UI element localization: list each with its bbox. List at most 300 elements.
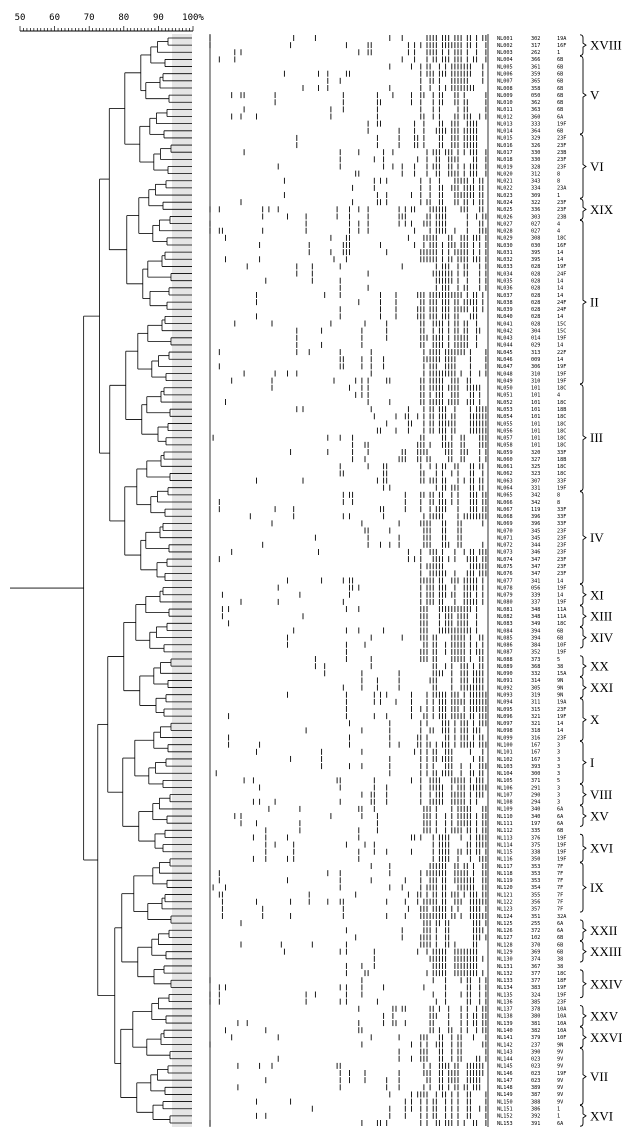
isolate-serotype: 18C	[557, 471, 567, 478]
isolate-id: NL125	[497, 920, 513, 927]
isolate-pattern: 388	[531, 1099, 541, 1106]
isolate-pattern: 393	[531, 763, 541, 770]
isolate-id: NL098	[497, 728, 513, 735]
isolate-serotype: 3	[557, 749, 561, 756]
pfge-band-lanes	[210, 34, 488, 1127]
isolate-serotype: 14	[557, 292, 564, 299]
isolate-pattern: 372	[531, 928, 541, 935]
isolate-serotype: 6B	[557, 64, 564, 71]
isolate-id: NL012	[497, 114, 513, 121]
isolate-id: NL053	[497, 406, 513, 413]
isolate-pattern: 312	[531, 171, 541, 178]
cluster-label: IX	[590, 879, 604, 895]
isolate-pattern: 028	[531, 314, 541, 321]
isolate-id: NL130	[497, 956, 513, 963]
isolate-id: NL079	[497, 592, 513, 599]
isolate-pattern: 322	[531, 199, 541, 206]
scale-tick-label: 50	[14, 13, 26, 23]
isolate-pattern: 315	[531, 706, 541, 713]
isolate-serotype: 23F	[557, 549, 567, 556]
isolate-id: NL010	[497, 100, 513, 107]
isolate-pattern: 331	[531, 485, 541, 492]
isolate-serotype: 19F	[557, 599, 567, 606]
isolate-pattern: 028	[531, 321, 541, 328]
isolate-serotype: 8	[557, 492, 561, 499]
isolate-pattern: 014	[531, 335, 541, 342]
isolate-serotype: 33F	[557, 506, 567, 513]
isolate-pattern: 028	[531, 264, 541, 271]
cluster-label: VII	[590, 1069, 609, 1085]
isolate-serotype: 9N	[557, 692, 564, 699]
isolate-id: NL102	[497, 756, 513, 763]
isolate-id: NL149	[497, 1092, 513, 1099]
isolate-pattern: 029	[531, 342, 541, 349]
isolate-serotype: 4	[557, 228, 561, 235]
isolate-id: NL087	[497, 649, 513, 656]
isolate-id: NL111	[497, 820, 513, 827]
isolate-serotype: 9V	[557, 1049, 564, 1056]
isolate-id: NL136	[497, 999, 513, 1006]
isolate-pattern: 101	[531, 442, 541, 449]
isolate-serotype: 7F	[557, 878, 564, 885]
isolate-pattern: 357	[531, 906, 541, 913]
isolate-serotype: 6A	[557, 1120, 564, 1127]
isolate-pattern: 329	[531, 135, 541, 142]
isolate-id: NL069	[497, 521, 513, 528]
isolate-pattern: 355	[531, 892, 541, 899]
cluster-label: XV	[590, 808, 609, 824]
isolate-id: NL128	[497, 942, 513, 949]
cluster-bracket	[580, 741, 586, 783]
isolate-id: NL002	[497, 42, 513, 49]
isolate-pattern: 347	[531, 564, 541, 571]
isolate-id: NL030	[497, 242, 513, 249]
isolate-id: NL080	[497, 599, 513, 606]
isolate-pattern: 360	[531, 114, 541, 121]
isolate-pattern: 382	[531, 1028, 541, 1035]
isolate-pattern: 313	[531, 349, 541, 356]
isolate-serotype: 23F	[557, 999, 567, 1006]
isolate-id: NL153	[497, 1120, 513, 1127]
isolate-serotype: 6B	[557, 92, 564, 99]
isolate-serotype: 19F	[557, 585, 567, 592]
isolate-pattern: 237	[531, 1042, 541, 1049]
isolate-pattern: 347	[531, 571, 541, 578]
isolate-serotype: 1	[557, 1106, 561, 1113]
isolate-pattern: 319	[531, 692, 541, 699]
isolate-pattern: 356	[531, 899, 541, 906]
isolate-serotype: 18C	[557, 428, 567, 435]
isolate-pattern: 101	[531, 406, 541, 413]
isolate-serotype: 10A	[557, 1028, 567, 1035]
scale-tick-label: 100%	[182, 13, 204, 23]
isolate-serotype: 6B	[557, 71, 564, 78]
isolate-id: NL109	[497, 806, 513, 813]
isolate-serotype: 15C	[557, 328, 567, 335]
isolate-serotype: 3	[557, 756, 561, 763]
isolate-serotype: 14	[557, 285, 564, 292]
isolate-id: NL113	[497, 835, 513, 842]
isolate-id: NL122	[497, 899, 513, 906]
isolate-id: NL004	[497, 57, 513, 64]
isolate-id: NL038	[497, 299, 513, 306]
isolate-serotype: 14	[557, 592, 564, 599]
isolate-pattern: 314	[531, 678, 541, 685]
isolate-serotype: 18B	[557, 406, 567, 413]
cluster-bracket	[580, 920, 586, 941]
isolate-id: NL093	[497, 692, 513, 699]
isolate-pattern: 310	[531, 371, 541, 378]
cluster-label: VIII	[590, 787, 613, 803]
isolate-serotype: 18C	[557, 399, 567, 406]
cluster-bracket	[580, 1027, 586, 1048]
isolate-serotype: 24F	[557, 271, 567, 278]
isolate-serotype: 18C	[557, 970, 567, 977]
isolate-serotype: 19F	[557, 842, 567, 849]
isolate-serotype: 11A	[557, 613, 567, 620]
isolate-id: NL115	[497, 849, 513, 856]
isolate-pattern: 339	[531, 592, 541, 599]
isolate-serotype: 3	[557, 742, 561, 749]
isolate-serotype: 7F	[557, 892, 564, 899]
isolate-serotype: 8	[557, 499, 561, 506]
isolate-id: NL021	[497, 178, 513, 185]
isolate-serotype: 19F	[557, 649, 567, 656]
isolate-pattern: 167	[531, 742, 541, 749]
isolate-id: NL112	[497, 828, 513, 835]
isolate-id: NL105	[497, 778, 513, 785]
isolate-serotype: 23B	[557, 214, 567, 221]
cluster-bracket	[580, 606, 586, 627]
isolate-serotype: 10A	[557, 1020, 567, 1027]
isolate-serotype: 9V	[557, 1085, 564, 1092]
isolate-pattern: 347	[531, 556, 541, 563]
isolate-serotype: 1	[557, 50, 561, 57]
isolate-pattern: 395	[531, 249, 541, 256]
isolate-pattern: 167	[531, 749, 541, 756]
isolate-pattern: 394	[531, 635, 541, 642]
isolate-id: NL054	[497, 414, 513, 421]
isolate-pattern: 379	[531, 1035, 541, 1042]
isolate-id: NL144	[497, 1056, 513, 1063]
isolate-pattern: 378	[531, 1006, 541, 1013]
isolate-pattern: 023	[531, 1070, 541, 1077]
isolate-pattern: 307	[531, 478, 541, 485]
scale-tick-label: 60	[49, 13, 61, 23]
cluster-brackets	[580, 35, 623, 1126]
isolate-serotype: 10F	[557, 642, 567, 649]
isolate-serotype: 3	[557, 763, 561, 770]
cluster-bracket	[580, 863, 586, 912]
cluster-label: III	[590, 430, 603, 446]
cluster-label: XIII	[590, 608, 613, 624]
isolate-id: NL042	[497, 328, 513, 335]
isolate-id: NL142	[497, 1042, 513, 1049]
isolate-pattern: 028	[531, 299, 541, 306]
isolate-pattern: 375	[531, 842, 541, 849]
isolate-serotype: 18C	[557, 442, 567, 449]
isolate-id: NL015	[497, 135, 513, 142]
isolate-pattern: 380	[531, 1013, 541, 1020]
isolate-pattern: 364	[531, 128, 541, 135]
isolate-serotype: 19F	[557, 378, 567, 385]
isolate-serotype: 6B	[557, 57, 564, 64]
isolate-serotype: 23A	[557, 185, 567, 192]
isolate-pattern: 009	[531, 357, 541, 364]
cluster-bracket	[580, 1048, 586, 1104]
isolate-serotype: 23F	[557, 157, 567, 164]
isolate-pattern: 101	[531, 399, 541, 406]
isolate-id: NL101	[497, 749, 513, 756]
isolate-id: NL126	[497, 928, 513, 935]
isolate-id: NL132	[497, 970, 513, 977]
isolate-serotype: 6A	[557, 114, 564, 121]
isolate-pattern: 197	[531, 820, 541, 827]
isolate-pattern: 304	[531, 328, 541, 335]
isolate-id: NL061	[497, 464, 513, 471]
isolate-serotype: 6A	[557, 820, 564, 827]
isolate-serotype: 23F	[557, 207, 567, 214]
cluster-bracket	[580, 35, 586, 56]
isolate-id: NL046	[497, 357, 513, 364]
isolate-id: NL058	[497, 442, 513, 449]
isolate-id: NL092	[497, 685, 513, 692]
isolate-id: NL143	[497, 1049, 513, 1056]
isolate-pattern: 028	[531, 292, 541, 299]
isolate-serotype: 23F	[557, 564, 567, 571]
isolate-pattern: 371	[531, 778, 541, 785]
isolate-pattern: 028	[531, 285, 541, 292]
isolate-serotype: 19F	[557, 849, 567, 856]
isolate-pattern: 345	[531, 535, 541, 542]
isolate-serotype: 6B	[557, 628, 564, 635]
isolate-id: NL123	[497, 906, 513, 913]
isolate-id: NL066	[497, 499, 513, 506]
isolate-id: NL060	[497, 456, 513, 463]
isolate-pattern: 290	[531, 792, 541, 799]
isolate-serotype: 19F	[557, 335, 567, 342]
isolate-pattern: 394	[531, 628, 541, 635]
isolate-pattern: 373	[531, 656, 541, 663]
isolate-serotype: 6A	[557, 813, 564, 820]
isolate-id: NL067	[497, 506, 513, 513]
isolate-id: NL077	[497, 578, 513, 585]
isolate-serotype: 23F	[557, 735, 567, 742]
isolate-serotype: 15C	[557, 321, 567, 328]
isolate-serotype: 19F	[557, 364, 567, 371]
scale-tick-label: 80	[118, 13, 130, 23]
isolate-pattern: 353	[531, 870, 541, 877]
isolate-id: NL050	[497, 385, 513, 392]
cluster-label: XXIII	[590, 944, 622, 960]
isolate-id: NL083	[497, 621, 513, 628]
isolate-serotype: 19F	[557, 985, 567, 992]
cluster-bracket	[580, 784, 586, 805]
isolate-id: NL140	[497, 1028, 513, 1035]
isolate-id: NL074	[497, 556, 513, 563]
isolate-id: NL023	[497, 192, 513, 199]
isolate-id: NL005	[497, 64, 513, 71]
isolate-serotype: 23F	[557, 535, 567, 542]
cluster-bracket	[580, 699, 586, 741]
isolate-serotype: 7F	[557, 870, 564, 877]
isolate-id: NL131	[497, 963, 513, 970]
isolate-id: NL147	[497, 1077, 513, 1084]
isolate-pattern: 333	[531, 121, 541, 128]
isolate-serotype: 19F	[557, 992, 567, 999]
isolate-id: NL089	[497, 663, 513, 670]
isolate-id: NL090	[497, 671, 513, 678]
isolate-id: NL057	[497, 435, 513, 442]
isolate-pattern: 374	[531, 956, 541, 963]
isolate-pattern: 330	[531, 150, 541, 157]
isolate-serotype: 23F	[557, 706, 567, 713]
isolate-serotype: 23F	[557, 556, 567, 563]
cluster-label: XI	[590, 587, 604, 603]
isolate-pattern: 342	[531, 492, 541, 499]
isolate-pattern: 338	[531, 849, 541, 856]
isolate-id: NL114	[497, 842, 513, 849]
isolate-id: NL028	[497, 228, 513, 235]
isolate-id: NL032	[497, 257, 513, 264]
isolate-id: NL094	[497, 699, 513, 706]
isolate-pattern: 101	[531, 392, 541, 399]
isolate-serotype: 23F	[557, 528, 567, 535]
isolate-pattern: 023	[531, 1077, 541, 1084]
cluster-label: XX	[590, 658, 609, 674]
isolate-id: NL135	[497, 992, 513, 999]
isolate-serotype: 6B	[557, 85, 564, 92]
isolate-serotype: 15A	[557, 671, 567, 678]
isolate-pattern: 325	[531, 464, 541, 471]
isolate-pattern: 343	[531, 178, 541, 185]
isolate-serotype: 8	[557, 178, 561, 185]
isolate-id: NL049	[497, 378, 513, 385]
isolate-pattern: 028	[531, 307, 541, 314]
isolate-serotype: 14	[557, 357, 564, 364]
isolate-pattern: 324	[531, 992, 541, 999]
isolate-id: NL082	[497, 613, 513, 620]
isolate-pattern: 119	[531, 506, 541, 513]
isolate-id: NL081	[497, 606, 513, 613]
isolate-id: NL048	[497, 371, 513, 378]
isolate-id: NL108	[497, 799, 513, 806]
isolate-serotype: 3	[557, 799, 561, 806]
isolate-serotype: 19F	[557, 1070, 567, 1077]
isolate-id: NL103	[497, 763, 513, 770]
isolate-serotype: 23F	[557, 571, 567, 578]
isolate-id: NL017	[497, 150, 513, 157]
isolate-pattern: 318	[531, 728, 541, 735]
isolate-pattern: 027	[531, 228, 541, 235]
isolate-pattern: 056	[531, 585, 541, 592]
isolate-pattern: 167	[531, 756, 541, 763]
isolate-pattern: 358	[531, 85, 541, 92]
cluster-label: II	[590, 294, 599, 310]
isolate-pattern: 101	[531, 421, 541, 428]
isolate-id: NL134	[497, 985, 513, 992]
isolate-pattern: 344	[531, 542, 541, 549]
isolate-id: NL106	[497, 785, 513, 792]
isolate-serotype: 11A	[557, 606, 567, 613]
cluster-label: I	[590, 755, 595, 771]
isolate-id: NL145	[497, 1063, 513, 1070]
isolate-id: NL070	[497, 528, 513, 535]
isolate-pattern: 377	[531, 978, 541, 985]
isolate-id: NL107	[497, 792, 513, 799]
isolate-id: NL118	[497, 870, 513, 877]
scale-tick-label: 70	[83, 13, 95, 23]
cluster-bracket	[580, 656, 586, 677]
isolate-pattern: 317	[531, 42, 541, 49]
cluster-label: XXIV	[590, 976, 623, 992]
isolate-id: NL085	[497, 635, 513, 642]
isolate-serotype: 23F	[557, 142, 567, 149]
isolate-pattern: 023	[531, 1063, 541, 1070]
isolate-serotype: 18F	[557, 978, 567, 985]
isolate-serotype: 19A	[557, 699, 567, 706]
isolate-serotype: 4	[557, 392, 561, 399]
isolate-id: NL148	[497, 1085, 513, 1092]
isolate-serotype: 10F	[557, 1035, 567, 1042]
cluster-label: XXVI	[590, 1029, 623, 1045]
isolate-pattern: 337	[531, 599, 541, 606]
isolate-id: NL044	[497, 342, 513, 349]
isolate-serotype: 18C	[557, 621, 567, 628]
cluster-bracket	[580, 492, 586, 584]
isolate-id: NL031	[497, 249, 513, 256]
isolate-serotype: 14	[557, 721, 564, 728]
isolate-serotype: 19F	[557, 121, 567, 128]
isolate-pattern: 262	[531, 50, 541, 57]
isolate-pattern: 027	[531, 221, 541, 228]
isolate-serotype: 18C	[557, 235, 567, 242]
isolate-id: NL073	[497, 549, 513, 556]
isolate-pattern: 340	[531, 806, 541, 813]
isolate-id: NL056	[497, 428, 513, 435]
isolate-serotype: 23F	[557, 199, 567, 206]
isolate-pattern: 354	[531, 885, 541, 892]
cluster-label: XXV	[590, 1008, 619, 1024]
cluster-label: X	[590, 712, 600, 728]
isolate-pattern: 326	[531, 142, 541, 149]
isolate-pattern: 349	[531, 621, 541, 628]
cluster-label: XXI	[590, 680, 614, 696]
isolate-pattern: 321	[531, 721, 541, 728]
isolate-serotype: 6A	[557, 920, 564, 927]
cluster-label: XVI	[590, 840, 614, 856]
isolate-pattern: 328	[531, 164, 541, 171]
isolate-serotype: 14	[557, 314, 564, 321]
isolate-pattern: 365	[531, 78, 541, 85]
cluster-bracket	[580, 199, 586, 220]
cluster-bracket	[580, 970, 586, 998]
isolate-pattern: 377	[531, 970, 541, 977]
isolate-id: NL151	[497, 1106, 513, 1113]
isolate-id: NL037	[497, 292, 513, 299]
isolate-pattern: 384	[531, 642, 541, 649]
isolate-id: NL003	[497, 50, 513, 57]
isolate-serotype: 9V	[557, 1099, 564, 1106]
isolate-pattern: 327	[531, 456, 541, 463]
isolate-serotype: 14	[557, 249, 564, 256]
isolate-pattern: 366	[531, 57, 541, 64]
isolate-id: NL013	[497, 121, 513, 128]
isolate-pattern: 369	[531, 949, 541, 956]
isolate-labels	[497, 36, 567, 1127]
isolate-pattern: 291	[531, 785, 541, 792]
isolate-pattern: 321	[531, 713, 541, 720]
